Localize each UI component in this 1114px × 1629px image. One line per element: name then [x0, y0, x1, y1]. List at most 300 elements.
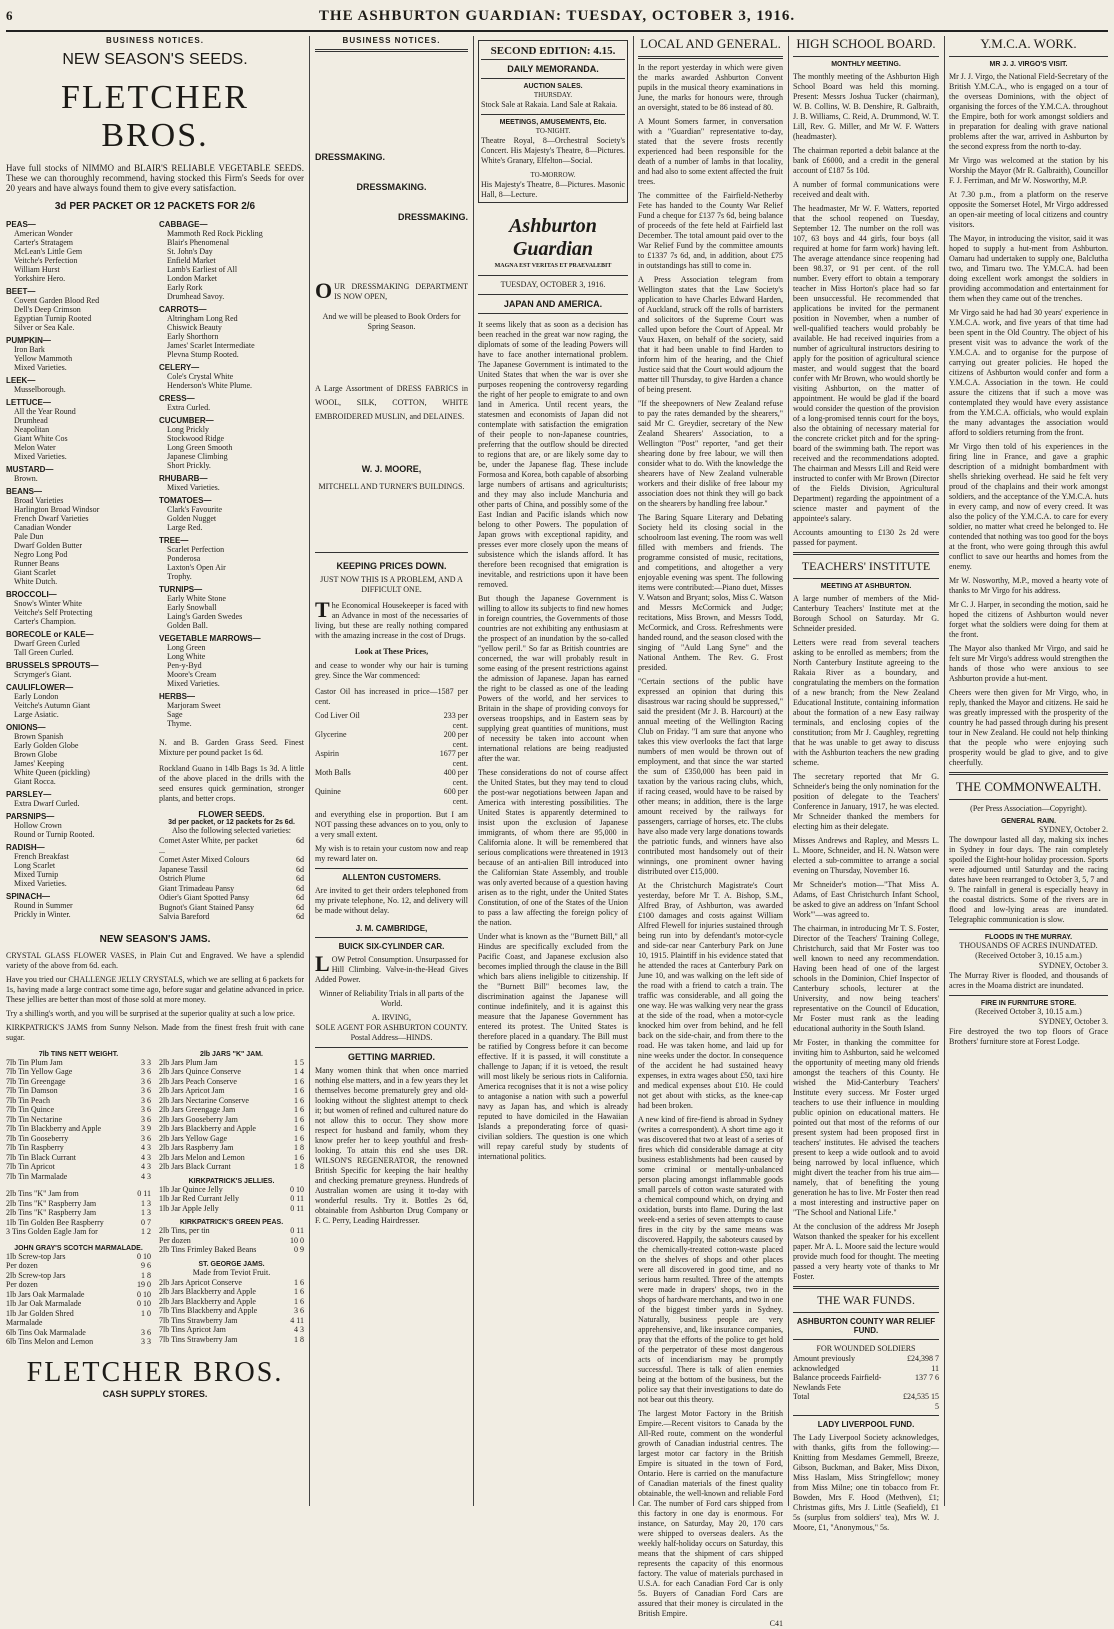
tin-row [6, 1105, 151, 1115]
seed-category: LETTUCE— [6, 398, 51, 407]
marmalade-row-label: 6lb Tins Oak Marmalade [6, 1327, 86, 1337]
marmalade-row [6, 1261, 151, 1271]
ymca-paragraph: The Mayor, in introducing the visitor, said it was hoped to supply a hut-ment from Ashburton. Oamaru had undertaken to supply one, Balclutha two, and Timaru two. The Y.M.C.A. had been doing excellent work amongst the soldiers in providing accommodation and entertainment for them when they came out of the trenches. [949, 234, 1108, 303]
ymca-paragraph: The Mayor also thanked Mr Virgo, and said he felt sure Mr Virgo's address would strengthen the hands of those who were anxious to see Ashburton provide a hut-ment. [949, 644, 1108, 683]
jellies-heading: KIRKPATRICK'S JELLIES. [188, 1177, 275, 1185]
seed-variety: Hollow Crown [14, 821, 62, 830]
fund-row [793, 1354, 939, 1373]
marmalade-row-label: Per dozen [6, 1280, 38, 1289]
seed-category: CABBAGE— [159, 220, 208, 229]
ymca-paragraph: Mr C. J. Harper, in seconding the motion, said he hoped the citizens of Ashburton would never forget what the soldiers were doing for them at the front. [949, 600, 1108, 639]
floods-dateline: SYDNEY, October 3. [1038, 961, 1108, 970]
seed-variety: Long Green [167, 643, 206, 652]
seed-variety: Scrymger's Giant. [14, 670, 72, 679]
drug-row-label: Moth Balls [315, 768, 351, 777]
prices-look: Look at These Prices, [354, 647, 429, 656]
seed-variety: Snow's Winter White [14, 599, 82, 608]
wounded-soldiers: FOR WOUNDED SOLDIERS [816, 1344, 916, 1353]
dressmaking-heading: DRESSMAKING. [356, 182, 427, 192]
local-paragraph: A Press Association telegram from Wellington states that the Law Society's application to have Charles Edward Harden, of Auckland, struck off the rolls of barristers and solicitors of the Supreme Court was called upon before the Court of Appeal. Mr Vaux Haxen, on behalf of the society, said that it had been unable to find Harden to inform him of the hearing, and the Chief Justice said that the Court would adjourn the matter till Thursday, to give Harden a chance of being present. [638, 275, 783, 394]
seed-category: BROCCOLI— [6, 590, 57, 599]
st-george-row-label: 2lb Jars Blackberry and Apple [159, 1287, 256, 1296]
ymca-sub: MR J. J. VIRGO'S VISIT. [989, 61, 1068, 68]
jar-row [159, 1086, 304, 1096]
st-george-row-price: 4 11 [290, 1315, 304, 1325]
jar-row-label: 2lb Jars Plum Jam [159, 1057, 218, 1067]
marmalade-row-price: 1 0 [141, 1308, 151, 1318]
teachers-paragraph: At the conclusion of the address Mr Joseph Watson thanked the speaker for his excellent paper. Mr A. L. Moore said the lecture would provide much food for thought. The meeting passed a very hearty vote of thanks to Mr Foster. [793, 1222, 939, 1281]
seed-variety: White Dutch. [14, 577, 58, 586]
jar-row-label: 2lb Jars Raspberry Jam [159, 1143, 234, 1152]
st-george-row-label: 7lb Tins Apricot Jam [159, 1325, 226, 1334]
tin-row-label: 7lb Tin Marmalade [6, 1171, 68, 1181]
drug-row [315, 730, 468, 749]
st-george-row [159, 1316, 304, 1326]
seed-variety: Mixed Varieties. [14, 879, 67, 888]
flower-row-label: Comet Aster Mixed Colours [159, 855, 250, 864]
tin-row-price: 3 6 [141, 1067, 151, 1076]
peas-heading: KIRKPATRICK'S GREEN PEAS. [179, 1219, 284, 1226]
business-notices-label: BUSINESS NOTICES. [342, 36, 441, 45]
married-body: Many women think that when once married nothing else matters, and in a few years they let themselves become prematurely grey and old-looking without the slightest attempt to check it; but women of refined and cultured nature do not allow this to occur. They show more respect for husband and family, whom they know prefer her to keep youthful and fresh-looking. To attain this end she uses DR. WILSON'S REGENERATOR, the renowned British Specific for keeping the hair healthy and checking premature greyness. Hundreds of Australian women are using it to-day with wonderful results. Try it. Bottles 2s 6d, obtainable from Ashburton Drug Company or F. C. Perry, Leading Hairdresser. [315, 1066, 468, 1225]
drugs-list [315, 711, 468, 806]
marmalade-row-price: 3 3 [141, 1337, 151, 1346]
seeds-intro: Have full stocks of NIMMO and BLAIR'S RELIABLE VEGETABLE SEEDS. These we can thoroughly recommend, having stocked this Firm's Seeds for over 20 years and have always found them to give every satisfaction. [6, 163, 304, 193]
marmalade-row-label: 1lb Jar Oak Marmalade [6, 1299, 82, 1308]
footer-brand: FLETCHER BROS. [26, 1356, 284, 1388]
high-school-sub: MONTHLY MEETING. [831, 61, 901, 68]
war-funds-sub: ASHBURTON COUNTY WAR RELIEF FUND. [796, 1317, 936, 1335]
leader-title: JAPAN AND AMERICA. [503, 299, 603, 309]
marmalade-row-label: 1lb Screw-top Jars [6, 1251, 66, 1261]
peas-row-price: 0 11 [290, 1226, 304, 1235]
jar-row [159, 1096, 304, 1106]
jar-row-price: 1 6 [294, 1095, 304, 1105]
business-notices-column [315, 36, 468, 1506]
seed-category: HERBS— [159, 692, 196, 701]
board-paragraph: A number of formal communications were received and dealt with. [793, 180, 939, 199]
masthead [6, 4, 1108, 32]
tin-row-price: 1 3 [141, 1208, 151, 1217]
tins-heading: 7lb TINS NETT WEIGHT. [38, 1050, 119, 1058]
seed-category: ONIONS— [6, 723, 46, 732]
tin-row [6, 1218, 151, 1228]
seed-variety: Tall Green Curled. [14, 648, 74, 657]
jar-row-price: 1 6 [294, 1076, 304, 1086]
tin-row-price: 3 6 [141, 1133, 151, 1143]
peas-row-price: 0 9 [294, 1245, 304, 1254]
drug-row-price: 200 per cent. [443, 730, 468, 749]
jar-row-price: 1 6 [294, 1124, 304, 1133]
local-paragraph: "Certain sections of the public have expressed an opinion that during this disastrous war racing should be suppressed," said the president (Mr J. B. Harcourt) at the annual meeting of the Wellington Racing Club on Friday. "I am sure that anyone who takes this view overlooks the fact that large numbers of men would be thrown out of employment, and that since the war started the sum of £350,000 has been paid in taxation by the various racing clubs, which, if racing ceased, would have to be raised by other means; in addition, there is the large amount received by the railways for passengers, carriage of horses, etc. The clubs have also made very large donations towards the patriotic funds, and winners have also contributed most handsomely out of their winnings, one prominent owner having distributed over £15,000. [638, 677, 783, 876]
ymca-column [949, 36, 1108, 1506]
seed-list-right [159, 216, 304, 922]
teachers-paragraph: The secretary reported that Mr G. Schneider's being the only nomination for the position of delegate to the Teachers' Conference in January, 1917, he was elected. Mr Schneider thanked the members for electing him as their delegate. [793, 772, 939, 831]
flower-intro: Also the following selected varieties: [171, 826, 292, 835]
seeds-heading: NEW SEASON'S SEEDS. [62, 51, 248, 68]
ymca-paragraph: At 7.30 p.m., from a platform on the reserve opposite the Somerset Hotel, Mr Virgo addressed an open-air meeting of local citizens and country visitors. [949, 190, 1108, 229]
teachers-paragraph: Mr Schneider's motion—"That Miss A. Adams, of East Christchurch Infant School, be asked to give an address on 'Infant School Work'"—was agreed to. [793, 880, 939, 919]
seed-variety: Giant Rocca. [14, 777, 56, 786]
seed-variety: Mixed Varieties. [167, 483, 220, 492]
drug-body: and everything else in proportion. But I am NOT passing these advances on to you, only to a very small extent. [315, 810, 468, 839]
floods-received: (Received October 3, 10.15 a.m.) [975, 951, 1082, 960]
tin-row-price: 4 3 [141, 1143, 151, 1152]
fletcher-advertisement [6, 36, 304, 1506]
seed-variety: Early London [14, 692, 59, 701]
tin-row [6, 1086, 151, 1096]
drug-row [315, 711, 468, 730]
tin-row-label: 1lb Tin Golden Bee Raspberry [6, 1217, 104, 1227]
tin-row-label: 7lb Tin Quince [6, 1105, 55, 1114]
fire-body: Fire destroyed the two top floors of Grace Brothers' furniture store at Forest Lodge. [949, 1027, 1108, 1046]
liverpool-heading: LADY LIVERPOOL FUND. [817, 1420, 915, 1429]
jar-row-label: 2lb Jars Greengage Jam [159, 1105, 236, 1114]
flower-row-price: 6d [296, 902, 304, 912]
drug-row [315, 768, 468, 787]
jam-price-lists [6, 1051, 304, 1347]
marmalade-row [6, 1328, 151, 1338]
peas-row [159, 1245, 304, 1255]
seed-variety: Prickly in Winter. [14, 910, 71, 919]
jams-heading: NEW SEASON'S JAMS. [99, 933, 211, 945]
flower-row-price: 6d [296, 874, 304, 883]
seed-variety: Egyptian Turnip Rooted [14, 314, 92, 323]
st-george-row-label: 2lb Jars Blackberry and Apple [159, 1296, 256, 1306]
jelly-row-label: 1lb Jar Red Currant Jelly [159, 1194, 239, 1203]
jar-row [159, 1153, 304, 1163]
tin-row [6, 1208, 151, 1218]
seed-variety: All the Year Round [14, 407, 76, 416]
jar-row-price: 1 6 [294, 1114, 304, 1124]
fund-row-label: Amount previously acknowledged [793, 1354, 855, 1373]
column-rule [473, 36, 474, 1506]
marmalade-row-price: 0 10 [137, 1299, 151, 1308]
tin-row-price: 0 11 [137, 1189, 151, 1198]
guano-note: Rockland Guano in 14lb Bags 1s 3d. A little of the above placed in the drills with the seed ensures quick germination, stronger plants, and better crops. [159, 764, 304, 803]
seed-variety: Cole's Crystal White [167, 372, 234, 381]
fund-row-price: 137 7 6 [915, 1373, 939, 1382]
seed-variety: Mixed Turnip [14, 870, 59, 879]
leader-paragraph: Under what is known as the "Burnett Bill," all Hindus are specifically excluded from the Pacific Coast, and Japanese exclusion also becomes implied through the clause in the Bill which bars aliens ineligible to citizenship. If the "Burnett Bill" becomes law, the discrimination against the Japanese will continue indefinitely, and it is against this measure that the Japanese Government has entered its protest. The United States is therefore placed in a quandary. The Bill must be ratified by Congress before it can become effective. If it is passed, it will constitute a challenge to Japan; if it is vetoed, the result will most likely be serious riots in California. America recognises that it is not a wise policy to antagonise a nation with such a powerful navy as Japan has, and which is already reputed to have domiciled in the Hawaiian Islands a preponderating force of quasi-civilian soldiers. The question is one which will repay careful study by students of international politics. [478, 932, 628, 1161]
seed-variety: Negro Long Pod [14, 550, 68, 559]
seed-variety: Early Golden Globe [14, 741, 79, 750]
seed-variety: Short Prickly. [167, 461, 211, 470]
jar-row-price: 1 6 [294, 1105, 304, 1114]
seed-variety: McLean's Little Gem [14, 247, 83, 256]
fire-received: (Received October 3, 10.15 a.m.) [975, 1007, 1082, 1016]
peas-row-label: 2lb Tins Frimley Baked Beans [159, 1245, 257, 1254]
flower-row [159, 874, 304, 884]
seed-variety: James' Keeping [14, 759, 65, 768]
jar-row-price: 1 6 [294, 1133, 304, 1143]
seed-variety: Ponderosa [167, 554, 201, 563]
st-george-row-price: 3 6 [294, 1306, 304, 1315]
st-george-row-price: 1 6 [294, 1296, 304, 1306]
seed-category: SPINACH— [6, 892, 51, 901]
tin-row-label: 7lb Tin Nectarine [6, 1114, 62, 1124]
jar-row-label: 2lb Jars Nectarine Conserve [159, 1095, 249, 1105]
seed-category: CUCUMBER— [159, 416, 214, 425]
drug-row [315, 787, 468, 806]
jams-paragraph: Try a shilling's worth, and you will be surprised at the superior quality at such a low price. [6, 1008, 295, 1018]
seed-variety: Plevna Stump Rooted. [167, 350, 239, 359]
st-george-row [159, 1325, 304, 1335]
fund-row-label: Balance proceeds Fairfield-Newlands Fete [793, 1373, 882, 1392]
tomorrow-events: His Majesty's Theatre, 8—Pictures. Masonic Hall, 8—Lecture. [481, 180, 625, 199]
prices-heading: KEEPING PRICES DOWN. [336, 561, 447, 571]
seed-variety: Mammoth Red Rock Pickling [167, 229, 263, 238]
tin-row-label: 7lb Tin Plum Jam [6, 1057, 63, 1067]
seed-variety: Laxton's Open Air [167, 563, 226, 572]
seed-variety: Stockwood Ridge [167, 434, 225, 443]
local-paragraph: "If the sheepowners of New Zealand refuse to pay the rates demanded by the shearers," said Mr C. Greydier, secretary of the New Zealand Shearers' Association, to a Wellington "Post" reporter, "and get their shearing done by free labour, we will then consider what to do. With the knowledge the shearers have of New Zealand vulnerable workers and their dislike of free labour my association does not think they will go back on the shearers by handling free labour." [638, 399, 783, 508]
seed-variety: Veitche's Self Protecting [14, 608, 93, 617]
marmalade-row-label: 6lb Tins Melon and Lemon [6, 1337, 94, 1346]
tin-row-label: 2lb Tins "K" Raspberry Jam [6, 1198, 97, 1208]
leader-paragraph: But though the Japanese Government is willing to allow its subjects to find new homes in foreign countries, the Governments of those countries are not exhibiting any enthusiasm at the prospect of an inundation by the so-called "yellow peril." So far as British countries are concerned, the war will probably result in some easing of the present restrictions against the admission of Japanese. Japan has earned the right to be classed as one of the leading Powers of the world, and her services to Britain in the shape of providing convoys for overseas troopships, and in Eastern seas by supplying great quantities of munitions, must of necessity be taken into account when international relations are being readjusted after the war. [478, 594, 628, 763]
tin-row [6, 1172, 151, 1182]
seed-category: VEGETABLE MARROWS— [159, 634, 261, 643]
dressmaking-heading: DRESSMAKING. [315, 152, 386, 162]
flower-price: 3d per packet, or 12 packets for 2s 6d. [168, 819, 295, 826]
seed-variety: Dwarf Green Curled [14, 639, 80, 648]
local-paragraph: At the Christchurch Magistrate's Court yesterday, before Mr T. A. Bishop, S.M., Alfred Bray, of Ashburton, was awarded £100 damages and costs against William Alfred Flewell for injuries sustained through being run into by defendant's motor-cycle and side-car near Canterbury Park on June 10, 1915. Plaintiff in his evidence stated that he attended the races at Canterbury Park on June 10, and was walking on the left side of the road with a friend to catch a train. The traffic was considerable, and all going the one way. He was walking very near the grass at the side of the road, when a motor-cycle knocked him over from behind, and he fell back on the side-chair, and from there to the road. He was taken home, and laid up for nine weeks under the doctor. In consequence of the accident he had sustained heavy expenses, in extra wages about £50, taxi hire and medical expenses about £10. He could not get about with sticks, as the knee-cap had been broken. [638, 881, 783, 1110]
jelly-row [159, 1204, 304, 1214]
tin-row-price: 3 3 [141, 1057, 151, 1067]
flower-row-label: Ostrich Plume [159, 874, 205, 883]
fund-row-label: Total [793, 1392, 810, 1401]
seed-variety: Early Shorthorn [167, 332, 219, 341]
jelly-row-label: 1lb Jar Quince Jelly [159, 1184, 223, 1194]
tin-row-label: 7lb Tin Greengage [6, 1076, 66, 1086]
tin-row-price: 3 6 [141, 1086, 151, 1095]
rain-dateline: SYDNEY, October 2. [1038, 825, 1108, 834]
seed-variety: Yorkshire Hero. [14, 274, 66, 283]
tin-row-price: 3 9 [141, 1124, 151, 1133]
flower-row [159, 836, 304, 855]
ymca-paragraph: Cheers were then given for Mr Virgo, who, in reply, thanked the Mayor and citizens. He said he was greatly impressed with the prosperity of the country he had passed through during his present tour in New Zealand. He could not help thinking that the people who were enjoying such prosperity would be glad to give, and to give cheerfully. [949, 688, 1108, 767]
tin-row-label: 2lb Tins "K" Jam from [6, 1189, 79, 1198]
k-jars-heading: 2lb JARS "K" JAM. [199, 1050, 264, 1058]
st-george-row-label: 2lb Jars Apricot Conserve [159, 1277, 242, 1287]
seed-variety: Lamb's Earliest of All [167, 265, 238, 274]
seed-variety: Pen-y-Byd [167, 661, 202, 670]
floods-body: The Murray River is flooded, and thousands of acres in the Moama district are inundated. [949, 971, 1108, 990]
column-rule [633, 36, 634, 1506]
stock-sales: Stock Sale at Rakaia. Land Sale at Rakaia. [481, 100, 618, 109]
marmalade-row [6, 1337, 151, 1347]
seed-variety: Henderson's White Plume. [167, 381, 253, 390]
seed-category: RADISH— [6, 843, 45, 852]
seed-variety: Extra Dwarf Curled. [14, 799, 80, 808]
drug-row-price: 1677 per cent. [439, 749, 468, 768]
jar-row [159, 1067, 304, 1077]
jar-row [159, 1134, 304, 1144]
moore-address: MITCHELL AND TURNER'S BUILDINGS. [318, 482, 465, 491]
dressmaking-heading: DRESSMAKING. [397, 212, 468, 222]
tin-row-label: 7lb Tin Yellow Gage [6, 1067, 73, 1076]
jar-row [159, 1058, 304, 1068]
drug-row-label: Cod Liver Oil [315, 711, 360, 720]
jar-row-price: 1 8 [294, 1143, 304, 1152]
tin-row-label: 7lb Tin Raspberry [6, 1143, 64, 1152]
book-orders: And we will be pleased to Book Orders for Spring Season. [322, 312, 461, 331]
seed-variety: Dell's Deep Crimson [14, 305, 81, 314]
marmalade-row [6, 1299, 151, 1309]
seed-variety: Early Snowball [167, 603, 217, 612]
seed-variety: Silver or Sea Kale. [14, 323, 75, 332]
meetings-heading: MEETINGS, AMUSEMENTS, Etc. [499, 119, 607, 126]
tin-row-label: 7lb Tin Apricot [6, 1162, 55, 1171]
local-paragraph: The committee of the Fairfield-Netherby Fete has handed to the County War Relief Fund a cheque for £137 7s 6d, being balance of proceeds of the fete held at Fairfield last December. The total amount paid over to the War Relief Fund by the committee amounts to £1337 7s 6d, and, in addition, about £75 in outstandings has still to come in. [638, 191, 783, 270]
seed-category: PUMPKIN— [6, 336, 51, 345]
masthead-title: THE ASHBURTON GUARDIAN: TUESDAY, OCTOBER 3, 1916. [318, 8, 796, 24]
tin-row [6, 1134, 151, 1144]
ymca-paragraph: Mr Virgo was welcomed at the station by his Worship the Mayor (Mr R. Galbraith), Councillor F. J. Ferriman, and Mr W. Nosworthy, M.P. [949, 156, 1108, 185]
jar-row-label: 2lb Jars Gooseberry Jam [159, 1114, 238, 1124]
jar-row [159, 1105, 304, 1115]
seed-list-left [6, 216, 151, 922]
memoranda-heading: DAILY MEMORANDA. [507, 64, 599, 74]
jar-row [159, 1077, 304, 1087]
teachers-paragraph: Letters were read from several teachers asking to be enrolled as members; from the North Canterbury Institute agreeing to the Rakaia River as a boundary, and congratulating the members on the formation of a new branch; from the New Zealand Educational Institute, containing information about the formation of a new Easy railway terminals, and enclosing copies of the constitution; from Mr J. Caughley, regretting that he was unable to get away to discuss with the Ashburton teachers the new grading scheme. [793, 638, 939, 767]
fund-row-price: £24,535 15 5 [903, 1392, 939, 1411]
seed-category: CAULIFLOWER— [6, 683, 74, 692]
ymca-paragraph: Mr Virgo then told of his experiences in the firing line in France, and gave a graphic description of a midnight bombardment with shells shrieking overhead. He said he felt very proud of the chaplains and their work amongst soldiers, and the acceptance of the Y.M.C.A. huts in every camp, and now of every creed. It was also the policy of the Y.M.C.A. to care for every soldier, no matter what creed he belonged to. He contended that nothing was too good for the boys at the front, who were going through this awful conflict to save our hearths and homes from the enemy. [949, 442, 1108, 571]
seed-variety: Mixed Varieties. [167, 679, 220, 688]
seed-variety: Large Red. [167, 523, 203, 532]
marmalade-row [6, 1280, 151, 1290]
tin-row-price: 3 6 [141, 1114, 151, 1124]
allenton-heading: ALLENTON CUSTOMERS. [342, 873, 441, 882]
jar-row [159, 1162, 304, 1172]
tin-row [6, 1096, 151, 1106]
tin-row-price: 3 6 [141, 1105, 151, 1114]
tin-row [6, 1115, 151, 1125]
seed-category: TREE— [159, 536, 189, 545]
seed-variety: Golden Ball. [167, 621, 208, 630]
marmalade-row [6, 1309, 151, 1328]
seed-variety: Extra Curled. [167, 403, 211, 412]
flower-row [159, 865, 304, 875]
jelly-row [159, 1185, 304, 1195]
seed-category: CRESS— [159, 394, 195, 403]
st-george-row-label: 7lb Tins Strawberry Jam [159, 1334, 238, 1344]
marmalade-row-label: 2lb Screw-top Jars [6, 1270, 66, 1280]
ymca-paragraph: Mr J. J. Virgo, the National Field-Secretary of the British Y.M.C.A., who is engaged on a tour of the overseas Dominions, with the object of organising the forces of the Y.M.C.A. throughout the Empire, both for work amongst soldiers and in preparation for dealing with grave national problems after the war, arrived in Ashburton by the second express from the north to-day. [949, 72, 1108, 151]
seed-variety: Dwarf Golden Butter [14, 541, 82, 550]
flower-row-price: 6d [296, 836, 304, 845]
allenton-body: Are invited to get their orders telephoned from my private telephone, No. 12, and delivery will be made without delay. [315, 886, 468, 915]
local-paragraph: The Baring Square Literary and Debating Society held its closing social in the schoolroom last evening. The room was well filled with members and friends. The programme consisted of music, recitations, and competitions, and altogether a very enjoyable evening was spent. The following items were contributed:—Piano duet, Misses V. Watson and Bryant; solos, Miss C. Watson and Messrs McCormick and Judge; recitations, Miss Brown, and Messrs Todd, McCormick, and Cross. Refreshments were handed round, and the season closed with the singing of "Auld Lang Syne" and the National Anthem. The Rev. G. Frost presided. [638, 513, 783, 672]
st-george-row-label: 7lb Tins Blackberry and Apple [159, 1306, 258, 1315]
rain-heading: GENERAL RAIN. [1000, 818, 1057, 825]
irving-name: A. IRVING, [371, 1013, 412, 1022]
seed-category: TURNIPS— [159, 585, 203, 594]
st-george-row [159, 1297, 304, 1307]
cambridge-name: J. M. CAMBRIDGE, [355, 924, 428, 933]
seed-variety: Veitche's Perfection [14, 256, 78, 265]
ymca-heading: Y.M.C.A. WORK. [980, 36, 1077, 51]
flower-row-price: 6d [296, 864, 304, 874]
fund-list [793, 1354, 939, 1411]
st-george-row-price: 1 6 [294, 1277, 304, 1287]
tin-row-label: 7lb Tin Gooseberry [6, 1133, 69, 1143]
seed-variety: St. John's Day [167, 247, 213, 256]
st-george-row [159, 1287, 304, 1297]
tin-row-label: 3 Tins Golden Eagle Jam for [6, 1227, 98, 1236]
seed-variety: Long Green Smooth [167, 443, 233, 452]
irving-title: SOLE AGENT FOR ASHBURTON COUNTY. [315, 1023, 468, 1032]
column-rule [944, 36, 945, 1506]
drug-row [315, 749, 468, 768]
war-funds-heading: THE WAR FUNDS. [816, 1293, 916, 1307]
prices-look-body: and cease to wonder why our hair is turning grey. Since the War commenced: [315, 661, 468, 680]
seed-variety: Neapolitan [14, 425, 50, 434]
prices-body: The Economical Housekeeper is faced with an Advance in most of the necessaries of living, but these are really nothing compared with the amazing increase in the cost of Drugs. [315, 597, 468, 640]
seed-variety: Chiswick Beauty [167, 323, 222, 332]
local-general-column [638, 36, 783, 1628]
board-paragraph: The chairman reported a debit balance at the bank of £6000, and a credit in the general account of £187 5s 10d. [793, 146, 939, 175]
seed-variety: Sage [167, 710, 183, 719]
fabrics-notice: A Large Assortment of DRESS FABRICS in WOOL, SILK, COTTON, WHITE EMBROIDERED MUSLIN, and DELAINES. [315, 384, 468, 421]
teachers-heading: TEACHERS' INSTITUTE [801, 559, 931, 573]
seed-category: LEEK— [6, 376, 36, 385]
seed-variety: Golden Nugget [167, 514, 217, 523]
flower-row-price: 6d [296, 912, 304, 921]
peas-row-price: 10 0 [290, 1235, 304, 1245]
marmalade-row-price: 0 10 [137, 1251, 151, 1261]
seed-variety: American Wonder [14, 229, 73, 238]
seed-category: BEANS— [6, 487, 43, 496]
fund-row [793, 1392, 939, 1411]
motto: MAGNA EST VERITAS ET PRAEVALEBIT [494, 263, 612, 269]
seed-variety: French Breakfast [14, 852, 69, 861]
tin-row-label: 7lb Tin Peach [6, 1095, 51, 1105]
teachers-paragraph: Mr Foster, in thanking the committee for inviting him to Ashburton, said he welcomed the opportunity of meeting many old friends amongst the teachers of this County. He wished the Mid-Canterbury Teachers' Institute every success. Mr Foster urged teachers to use their influence in moulding public opinion on educational matters. He pointed out that most of the reforms of our present system had been proposed first in teachers' institutes. He advised the teachers present to keep a wide outlook and to avoid being narrowed by local influence, which might divert the teacher from his true aim—namely, that of benefiting the young generation he has to live. Mr Foster then read a most interesting and instructive paper on "The School and National Life." [793, 1038, 939, 1217]
st-george-row [159, 1306, 304, 1316]
board-paragraph: The monthly meeting of the Ashburton High School Board was held this morning. Present: Messrs Joshua Tucker (chairman), W. B. Collins, W. B. Denshire, R. Galbraith, J. B. Williams, C. Reid, A. Drummond, W. T. Lill, Rev. G. Miller, and Mr W. F. Watters (headmaster). [793, 72, 939, 141]
seed-variety: Early Rork [167, 283, 203, 292]
marmalade-row-price: 1 8 [141, 1270, 151, 1280]
seed-variety: Scarlet Perfection [167, 545, 225, 554]
seed-variety: Japanese Climbing [167, 452, 228, 461]
marmalade-row-price: 19 0 [137, 1280, 151, 1289]
board-column [793, 36, 939, 1532]
jar-row-price: 1 6 [294, 1086, 304, 1095]
tin-row [6, 1189, 151, 1199]
jams-paragraph: CRYSTAL GLASS FLOWER VASES, in Plain Cut and Engraved. We have a splendid variety of the above from 6d. each. [6, 950, 304, 970]
seed-variety: Broad Varieties [14, 496, 64, 505]
jar-row-label: 2lb Jars Apricot Jam [159, 1086, 225, 1095]
leader-paragraph: It seems likely that as soon as a decision has been reached in the great war now raging, the diplomats of some of the leading Powers will have to face another international problem. The Japanese Government is intimated to the United States that when the war is over she purposes reopening the controversy regarding the right of her people to emigrate to and own land in America. Until recent years, the statesmen and economists of Japan did not contemplate with satisfaction the emigration of their people to non-Japanese countries, preferring that the outflow should be directed to regions that are, or are likely some day to be, under the Japanese flag. These include Formosa and Korea, both capable of absorbing large numbers of artisans and agriculturists; and they may also include Manchuria and other parts of China, and possibly some of the East Indian and Pacific islands which now belong to other Powers. The population of Japan grows with exceptional rapidity, and presses ever more closely upon the means of subsistence which the islands afford. It has therefore been recognised that emigration is inevitable, and restrictions upon it have been removed. [478, 320, 628, 589]
jelly-row [159, 1194, 304, 1204]
buick-body: LOW Petrol Consumption. Unsurpassed for Hill Climbing. Valve-in-the-Head Gives Added Power. [315, 951, 468, 984]
peas-row [159, 1226, 304, 1236]
rain-body: The downpour lasted all day, making six inches in Sydney in four days. The rain completely spoiled the Eight-hour holiday procession. Sports were adjourned until Saturday and the racing dates have been rearranged to October 3, 5, 7 and 9. The rainfall in general is especially heavy in the coastal districts. Some of the rivers are in flood and low-lying areas are inundated. Telegraphic communication is slow. [949, 835, 1108, 924]
seed-variety: French Dwarf Varieties [14, 514, 89, 523]
seed-variety: Thyme. [167, 719, 192, 728]
leader-date: TUESDAY, OCTOBER 3, 1916. [500, 280, 606, 289]
jar-row-label: 2lb Jars Yellow Gage [159, 1133, 227, 1143]
st-george-row [159, 1335, 304, 1345]
jar-row-label: 2lb Jars Black Currant [159, 1162, 231, 1171]
advert-code: C41 [769, 1619, 783, 1628]
tin-row-label: 7lb Tin Damson [6, 1086, 58, 1095]
st-george-row-price: 4 3 [294, 1325, 304, 1334]
peas-row-label: Per dozen [159, 1235, 191, 1245]
